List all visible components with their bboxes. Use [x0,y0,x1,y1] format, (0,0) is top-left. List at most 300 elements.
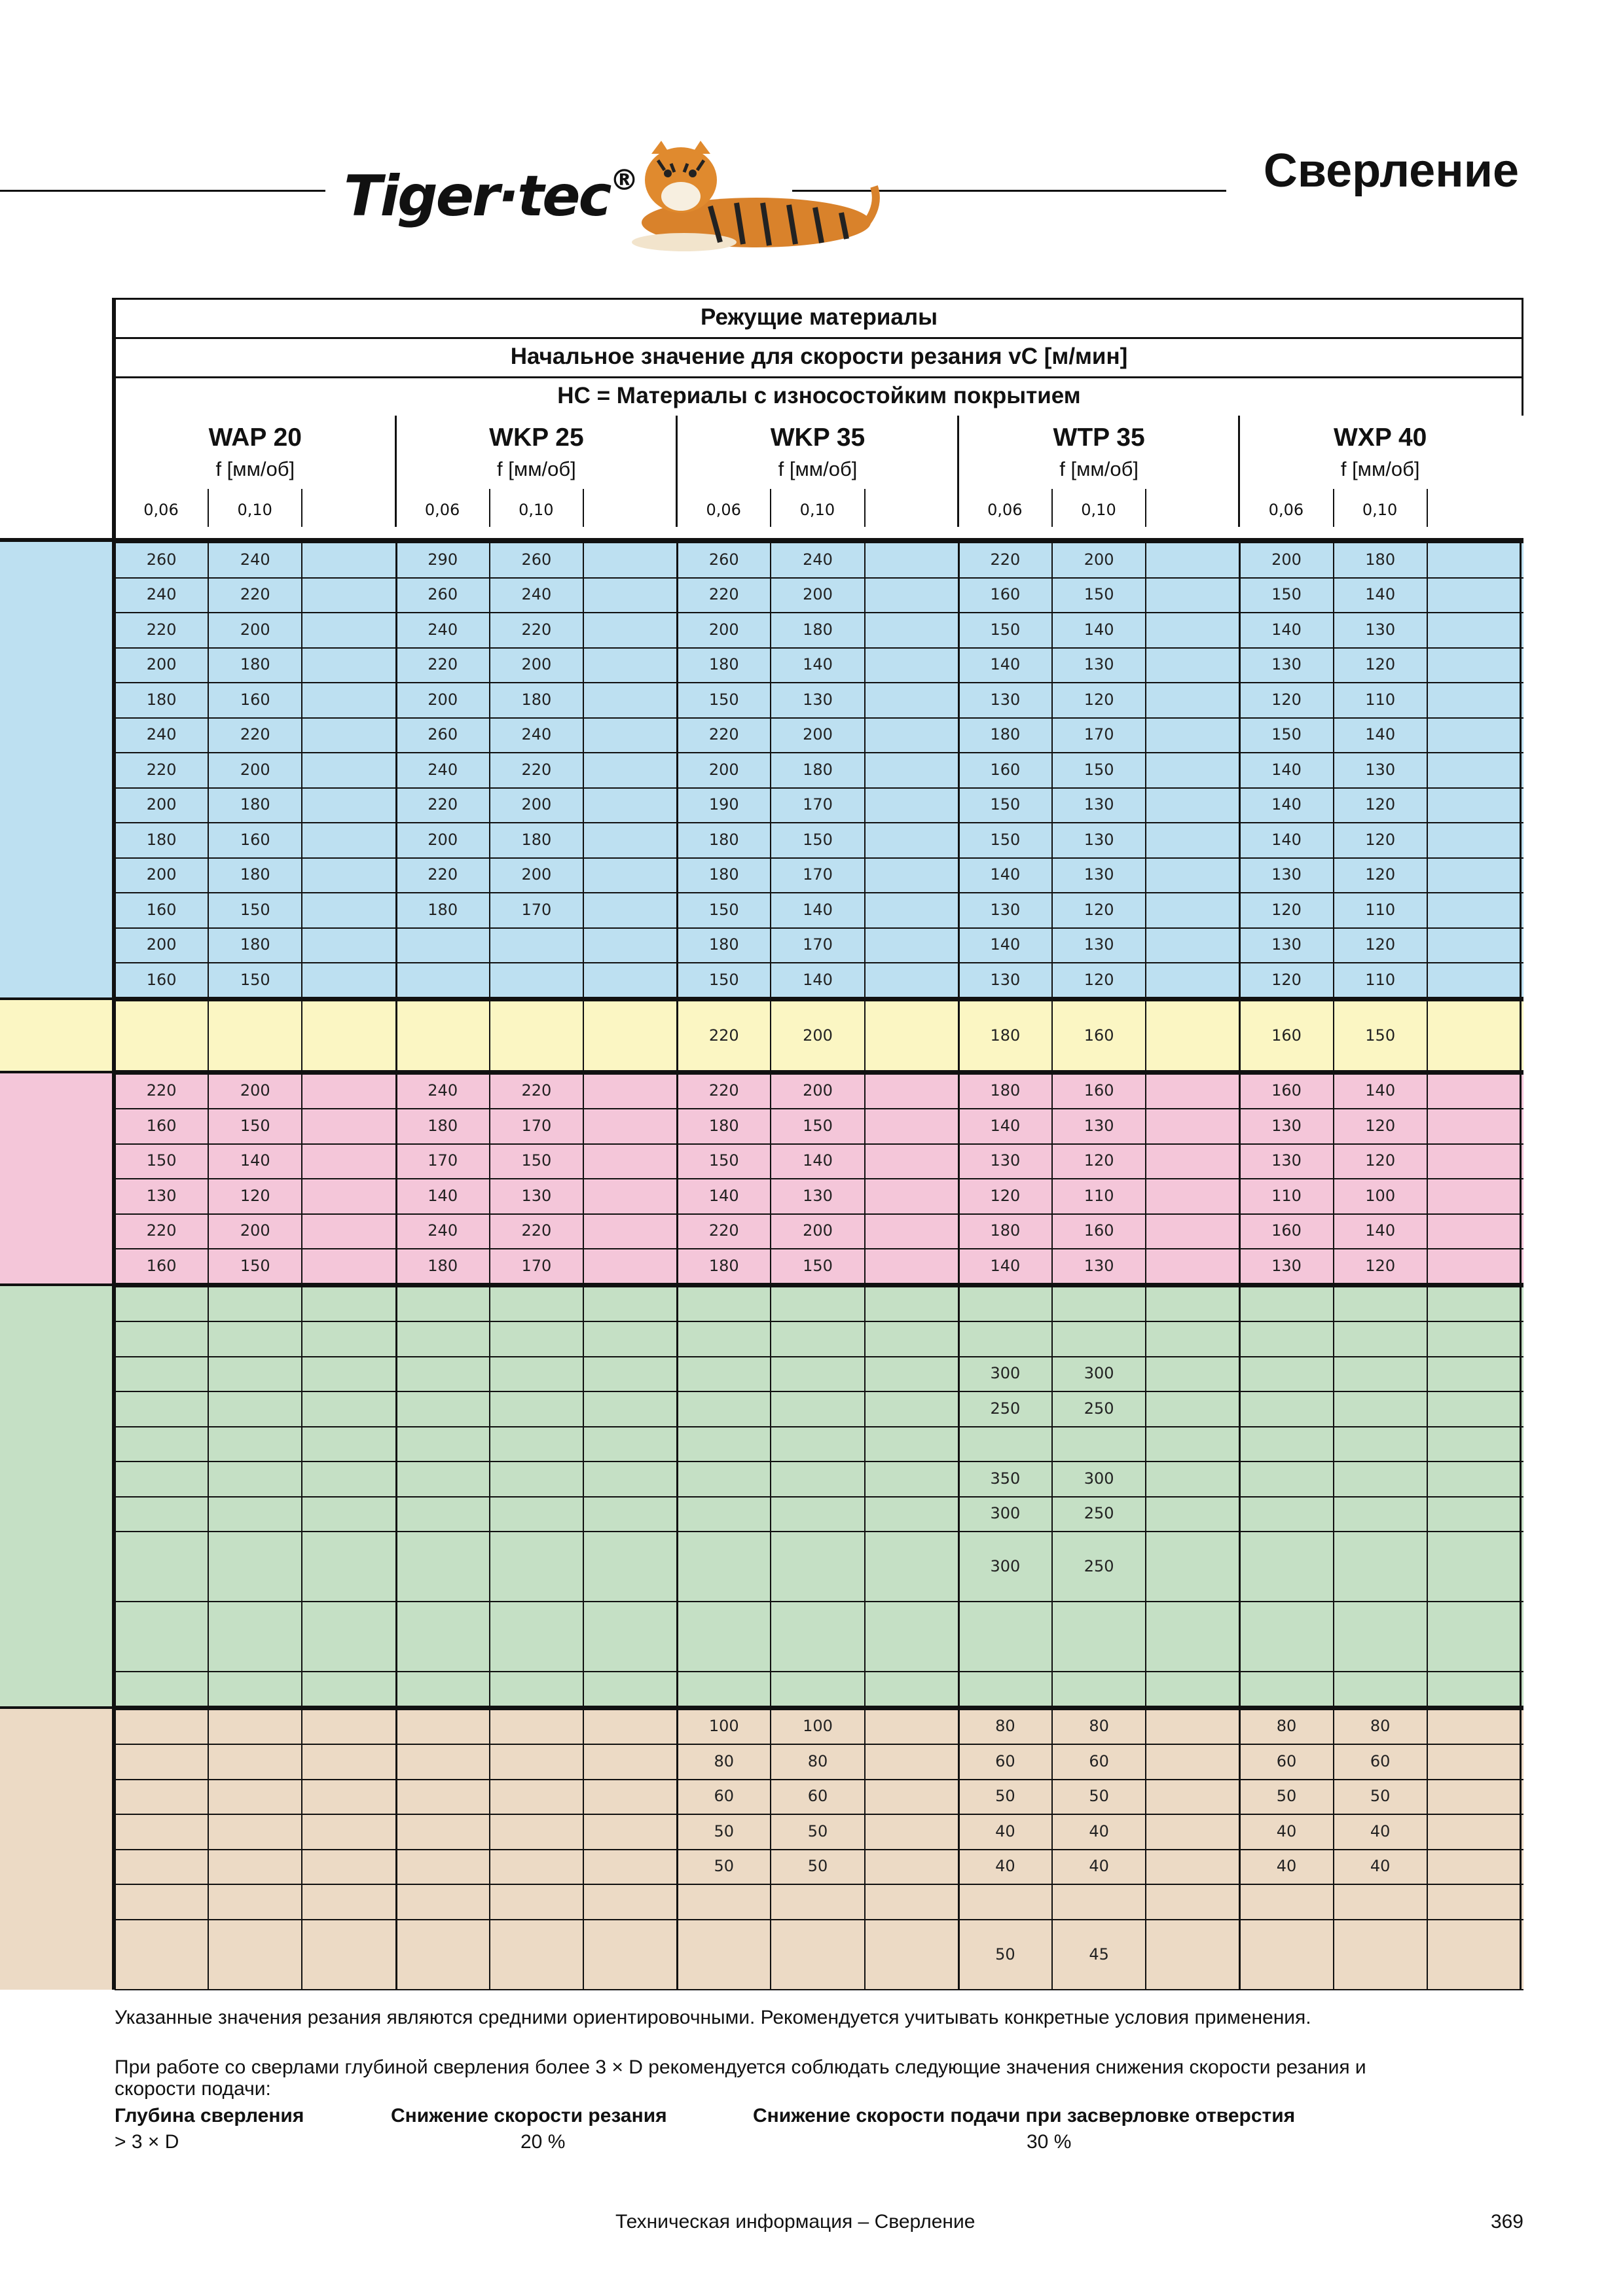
speed-value-cell: 50 [1089,1787,1109,1806]
speed-value-cell: 220 [708,1026,739,1045]
speed-value-cell: 140 [803,900,833,919]
column-line [583,1000,584,1071]
column-line [489,1073,490,1283]
speed-value-cell: 200 [521,865,552,884]
column-line [301,542,302,997]
speed-value-cell: 150 [803,1116,833,1135]
note-deep-drilling: При работе со сверлами глубиной сверления более 3 × D рекомендуется соблюдать следующие значения снижения скорости резания и [115,2056,1366,2078]
column-line [395,542,397,997]
page-title: Сверление [1263,145,1519,197]
speed-value-cell [771,1286,864,1321]
speed-value-cell: 60 [714,1787,735,1806]
column-line [583,1073,584,1283]
column-line [1051,1709,1053,1990]
speed-value-cell [396,1779,490,1814]
grid-line [115,376,1523,378]
speed-value-cell: 160 [240,830,270,849]
speed-value-cell: 130 [1271,1116,1302,1135]
speed-value-cell [1052,1426,1146,1462]
speed-value-cell [490,1426,583,1462]
speed-value-cell: 300 [1084,1469,1114,1488]
speed-value-cell: 250 [1084,1399,1114,1418]
column-line [1520,1709,1522,1990]
speed-value-cell: 260 [428,725,458,744]
feed-reduction-heading: Снижение скорости подачи при засверловке отверстия [753,2105,1296,2126]
speed-value-cell: 220 [146,1081,177,1100]
speed-value-cell [677,1321,771,1356]
speed-value-cell: 180 [803,760,833,779]
feed-column-divider [208,489,209,527]
speed-value-cell: 140 [990,935,1021,954]
speed-value-cell: 130 [1271,1256,1302,1275]
speed-value-cell: 100 [708,1717,739,1736]
speed-value-cell: 180 [240,865,270,884]
speed-value-cell: 170 [521,1256,552,1275]
speed-value-cell [490,1531,583,1601]
row-line [115,1989,1523,1990]
speed-value-cell [396,1849,490,1884]
speed-value-cell: 260 [708,550,739,569]
column-line [958,1709,960,1990]
speed-value-cell: 140 [1365,1221,1396,1240]
column-line [1427,1709,1428,1990]
column-line [1051,1286,1053,1706]
speed-value-cell: 200 [428,690,458,709]
tiger-icon [606,134,881,259]
speed-value-cell: 200 [803,585,833,604]
speed-value-cell: 120 [240,1186,270,1205]
speed-value-cell: 260 [428,585,458,604]
speed-value-cell: 130 [1084,1116,1114,1135]
speed-value-cell: 170 [428,1151,458,1170]
feed-column-divider [489,489,490,527]
speed-value-cell: 140 [1271,760,1302,779]
speed-value-cell: 60 [995,1751,1015,1770]
speed-value-cell: 130 [1084,865,1114,884]
column-line [489,1709,490,1990]
speed-value-cell: 180 [240,795,270,814]
speed-value-cell [208,1814,302,1849]
speed-value-cell: 180 [990,725,1021,744]
speed-value-cell [490,1849,583,1884]
speed-value-cell: 40 [1089,1821,1109,1840]
speed-value-cell: 140 [990,1256,1021,1275]
speed-value-cell [1239,1321,1333,1356]
speed-value-cell [490,1286,583,1321]
speed-value-cell: 110 [1365,690,1396,709]
column-line [1145,1000,1146,1071]
speed-value-cell: 200 [146,795,177,814]
column-line [676,1073,678,1283]
speed-reduction-heading: Снижение скорости резания [391,2105,667,2126]
speed-value-cell: 220 [708,585,739,604]
speed-value-cell: 120 [1365,935,1396,954]
speed-value-cell: 240 [240,550,270,569]
speed-value-cell: 240 [428,760,458,779]
column-line [489,1000,490,1071]
speed-value-cell: 140 [1365,585,1396,604]
speed-value-cell [208,1000,302,1071]
speed-value-cell: 120 [990,1186,1021,1205]
speed-value-cell [677,1461,771,1496]
speed-value-cell: 220 [240,725,270,744]
column-line [1145,1073,1146,1283]
speed-value-cell [115,1919,208,1990]
speed-value-cell: 140 [1271,795,1302,814]
speed-value-cell [1239,1356,1333,1391]
depth-heading: Глубина сверления [115,2105,304,2126]
speed-value-cell: 220 [521,760,552,779]
material-name: WTP 35 [1053,423,1145,452]
column-line [208,542,209,997]
tigertec-logo [344,134,867,265]
speed-value-cell: 150 [708,690,739,709]
cutting-speed-table [0,298,1523,1984]
speed-value-cell: 240 [521,585,552,604]
speed-value-cell: 220 [428,865,458,884]
speed-value-cell: 130 [803,1186,833,1205]
speed-value-cell: 140 [1365,725,1396,744]
speed-value-cell [396,1461,490,1496]
speed-value-cell [208,1426,302,1462]
speed-value-cell: 200 [708,760,739,779]
feed-value-label: 0,06 [987,501,1023,519]
speed-value-cell [771,1919,864,1990]
speed-value-cell [958,1321,1052,1356]
speed-value-cell: 220 [708,1081,739,1100]
speed-value-cell [115,1426,208,1462]
speed-value-cell: 140 [1271,620,1302,639]
note-deep-drilling-cont: скорости подачи: [115,2078,271,2100]
speed-value-cell [677,1356,771,1391]
column-line [1239,1709,1241,1990]
speed-value-cell: 220 [708,1221,739,1240]
speed-value-cell [1239,1496,1333,1532]
speed-value-cell [1239,1391,1333,1426]
column-line [301,1073,302,1283]
speed-value-cell: 220 [146,760,177,779]
column-line [1333,1709,1334,1990]
page-number: 369 [1490,2211,1523,2233]
grid-line [115,298,1523,300]
speed-value-cell [771,1671,864,1706]
speed-value-cell: 180 [803,620,833,639]
speed-value-cell [677,1286,771,1321]
speed-value-cell: 180 [428,900,458,919]
speed-value-cell [771,1356,864,1391]
speed-value-cell [396,1884,490,1919]
speed-value-cell [208,1286,302,1321]
speed-value-cell: 180 [521,830,552,849]
speed-value-cell: 130 [521,1186,552,1205]
speed-value-cell: 150 [521,1151,552,1170]
speed-value-cell: 100 [1365,1186,1396,1205]
speed-value-cell [1052,1884,1146,1919]
speed-value-cell [115,1814,208,1849]
speed-value-cell: 160 [990,585,1021,604]
speed-reduction-value: 20 % [520,2131,566,2153]
speed-value-cell [1239,1531,1333,1601]
speed-value-cell [490,1461,583,1496]
speed-value-cell: 150 [240,1256,270,1275]
column-line [1427,1073,1428,1283]
feed-value-label: 0,10 [1081,501,1116,519]
speed-value-cell [396,1814,490,1849]
speed-value-cell [677,1671,771,1706]
feed-unit-label: f [мм/об] [778,457,858,480]
speed-value-cell: 150 [240,970,270,989]
speed-value-cell [677,1601,771,1671]
speed-value-cell [1052,1601,1146,1671]
speed-value-cell: 220 [990,550,1021,569]
speed-value-cell: 180 [708,830,739,849]
speed-value-cell [115,1356,208,1391]
speed-value-cell: 160 [1084,1081,1114,1100]
speed-value-cell: 110 [1365,900,1396,919]
speed-value-cell: 160 [146,970,177,989]
speed-value-cell [677,1496,771,1532]
speed-value-cell [396,1709,490,1744]
speed-value-cell: 140 [803,1151,833,1170]
speed-value-cell: 180 [146,830,177,849]
column-line [1333,1286,1334,1706]
speed-value-cell: 180 [428,1116,458,1135]
speed-value-cell: 180 [146,690,177,709]
column-line [864,1709,866,1990]
speed-value-cell: 120 [1084,900,1114,919]
speed-value-cell [1334,1601,1427,1671]
speed-value-cell [208,1461,302,1496]
column-line [864,1000,866,1071]
speed-value-cell [1334,1884,1427,1919]
speed-value-cell [208,1779,302,1814]
speed-value-cell: 200 [803,1081,833,1100]
speed-value-cell: 60 [807,1787,828,1806]
speed-value-cell [1239,1919,1333,1990]
column-line [676,1000,678,1071]
speed-value-cell: 180 [708,865,739,884]
speed-value-cell [771,1461,864,1496]
speed-value-cell: 220 [521,1221,552,1240]
speed-value-cell: 150 [146,1151,177,1170]
column-line [770,542,771,997]
speed-value-cell: 200 [146,865,177,884]
speed-value-cell [208,1531,302,1601]
speed-value-cell: 40 [1089,1857,1109,1876]
speed-value-cell [1334,1671,1427,1706]
speed-value-cell: 40 [1276,1857,1297,1876]
speed-value-cell [771,1601,864,1671]
speed-value-cell: 200 [521,655,552,674]
speed-value-cell [958,1884,1052,1919]
speed-value-cell [1239,1671,1333,1706]
speed-value-cell [1334,1321,1427,1356]
column-line [676,1709,678,1990]
speed-value-cell [1334,1391,1427,1426]
speed-value-cell: 260 [521,550,552,569]
speed-value-cell [208,1601,302,1671]
speed-value-cell: 120 [1084,690,1114,709]
speed-value-cell [490,1601,583,1671]
speed-value-cell: 200 [240,1221,270,1240]
column-line [1051,542,1053,997]
column-line [958,1000,960,1071]
speed-value-cell [1334,1531,1427,1601]
column-line [489,542,490,997]
speed-value-cell: 50 [714,1857,735,1876]
speed-value-cell: 150 [990,620,1021,639]
speed-value-cell: 240 [803,550,833,569]
speed-value-cell: 150 [1271,585,1302,604]
speed-value-cell: 350 [990,1469,1021,1488]
speed-value-cell [115,1000,208,1071]
speed-value-cell: 160 [146,900,177,919]
feed-value-label: 0,06 [143,501,179,519]
speed-value-cell [115,1391,208,1426]
speed-value-cell [396,1531,490,1601]
column-line [301,1709,302,1990]
speed-value-cell [771,1531,864,1601]
speed-value-cell: 140 [708,1186,739,1205]
speed-value-cell: 300 [990,1556,1021,1575]
speed-value-cell: 80 [1370,1717,1391,1736]
speed-value-cell: 200 [146,655,177,674]
speed-value-cell: 170 [803,865,833,884]
speed-value-cell: 160 [146,1116,177,1135]
speed-value-cell: 180 [240,935,270,954]
speed-value-cell [396,1000,490,1071]
speed-value-cell: 50 [807,1821,828,1840]
column-line [395,1073,397,1283]
column-line [1520,1286,1522,1706]
column-line [1520,542,1522,997]
material-name: WAP 20 [208,423,302,452]
speed-value-cell [958,1286,1052,1321]
header-rule-left [0,190,325,192]
speed-value-cell: 180 [708,655,739,674]
speed-value-cell [1239,1461,1333,1496]
speed-value-cell: 220 [521,620,552,639]
speed-value-cell: 220 [428,655,458,674]
speed-value-cell: 140 [803,970,833,989]
speed-value-cell: 140 [990,1116,1021,1135]
feed-column-divider [1333,489,1334,527]
feed-column-divider [583,489,584,527]
speed-value-cell: 160 [1271,1026,1302,1045]
column-line [1427,542,1428,997]
speed-value-cell [1239,1286,1333,1321]
speed-value-cell: 40 [995,1857,1015,1876]
speed-value-cell [677,1426,771,1462]
feed-unit-label: f [мм/об] [215,457,295,480]
feed-column-divider [1145,489,1146,527]
speed-value-cell: 80 [995,1717,1015,1736]
column-line [489,1286,490,1706]
column-line [395,1286,397,1706]
speed-value-cell [490,1919,583,1990]
speed-value-cell: 220 [146,620,177,639]
speed-value-cell: 130 [1084,795,1114,814]
speed-value-cell [490,1709,583,1744]
speed-value-cell [958,1601,1052,1671]
column-line [583,542,584,997]
speed-value-cell: 120 [1271,690,1302,709]
speed-value-cell: 120 [1365,1116,1396,1135]
feed-unit-label: f [мм/об] [1340,457,1420,480]
speed-value-cell: 240 [428,1221,458,1240]
feed-value-label: 0,06 [706,501,741,519]
speed-value-cell: 160 [990,760,1021,779]
speed-value-cell: 110 [1271,1186,1302,1205]
speed-value-cell [1239,1601,1333,1671]
speed-value-cell: 220 [708,725,739,744]
header-hc-coated: HC = Материалы с износостойким покрытием [557,383,1081,408]
column-line [1145,1709,1146,1990]
header-cutting-materials: Режущие материалы [701,304,938,330]
feed-unit-label: f [мм/об] [497,457,576,480]
speed-value-cell [1334,1286,1427,1321]
feed-column-divider [770,489,771,527]
column-line [770,1073,771,1283]
speed-value-cell [115,1709,208,1744]
speed-value-cell [1239,1884,1333,1919]
speed-value-cell: 150 [990,795,1021,814]
speed-value-cell: 160 [1271,1081,1302,1100]
speed-value-cell [490,1000,583,1071]
speed-value-cell: 110 [1084,1186,1114,1205]
speed-value-cell [1052,1286,1146,1321]
speed-value-cell: 150 [1365,1026,1396,1045]
speed-value-cell: 150 [1084,760,1114,779]
feed-value-label: 0,10 [519,501,554,519]
speed-value-cell: 240 [521,725,552,744]
speed-value-cell: 240 [146,585,177,604]
speed-value-cell: 60 [1370,1751,1391,1770]
speed-value-cell: 180 [708,935,739,954]
column-line [1239,542,1241,997]
speed-value-cell: 150 [240,900,270,919]
speed-value-cell [490,1321,583,1356]
speed-value-cell: 120 [1271,900,1302,919]
speed-value-cell: 50 [1370,1787,1391,1806]
speed-value-cell [115,1531,208,1601]
logo-wordmark: Tiger·tec® [344,164,637,229]
speed-value-cell: 120 [1365,1151,1396,1170]
speed-value-cell: 180 [708,1256,739,1275]
column-line [958,542,960,997]
speed-value-cell: 150 [990,830,1021,849]
speed-value-cell [490,1356,583,1391]
speed-value-cell [677,1391,771,1426]
feed-value-label: 0,10 [237,501,272,519]
speed-value-cell [208,1321,302,1356]
speed-value-cell [115,1884,208,1919]
speed-value-cell: 250 [1084,1504,1114,1523]
column-line [208,1000,209,1071]
column-line [770,1709,771,1990]
speed-value-cell: 240 [146,725,177,744]
speed-value-cell [208,1709,302,1744]
feed-column-divider [1427,489,1428,527]
speed-value-cell: 120 [1365,865,1396,884]
speed-value-cell [396,962,490,997]
speed-value-cell: 250 [1084,1556,1114,1575]
column-line [208,1709,209,1990]
speed-value-cell: 170 [803,795,833,814]
speed-value-cell: 150 [708,1151,739,1170]
speed-value-cell: 160 [1084,1026,1114,1045]
feed-column-divider [1051,489,1053,527]
